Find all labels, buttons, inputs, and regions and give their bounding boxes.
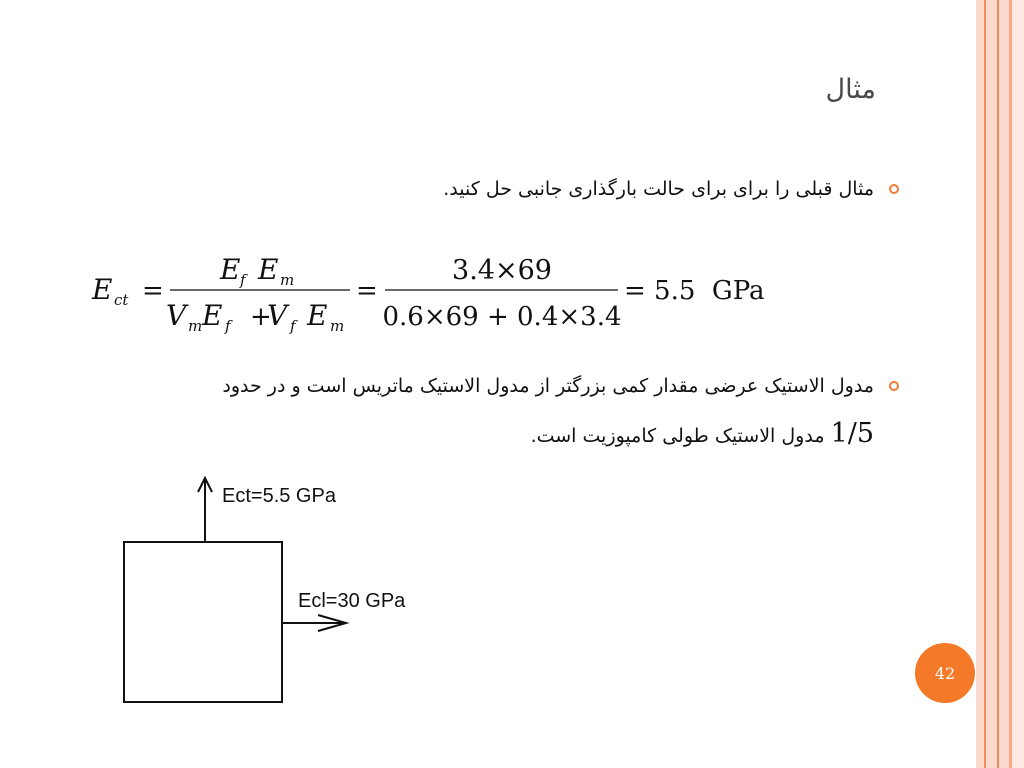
frac2-num: 3.4×69 [452,255,552,286]
slide-title: مثال [825,74,876,105]
bullet-text-1: مثال قبلی را برای برای حالت بارگذاری جانبی حل کنید. [443,178,874,200]
frac1-den-plus: + [250,302,272,332]
frac1-den-es1: f [225,317,231,335]
composite-square [124,542,282,702]
frac1-den-e2: E [307,299,328,332]
frac1-num-e2: E [258,253,279,286]
bullet-icon [889,184,899,194]
eq-result: = 5.5 GPa [624,276,765,306]
border-decoration [976,0,984,768]
ratio-value: 1/5 [830,418,874,449]
bullet-text-2-line1: مدول الاستیک عرضی مقدار کمی بزرگتر از مدول الاستیک ماتریس است و در حدود [222,375,874,397]
border-decoration [999,0,1009,768]
frac1-num-e1: E [220,253,241,286]
bullet-text-2-rest: مدول الاستیک طولی کامپوزیت است. [530,425,831,447]
border-decoration [986,0,997,768]
page-number-badge: 42 [915,643,975,703]
ecl-label: Ecl=30 GPa [298,590,406,612]
bullet-icon [889,381,899,391]
eq-equals-2: = [356,276,378,306]
frac1-den-es2: m [330,317,345,335]
equation [80,245,780,345]
frac1-den-e1: E [202,299,223,332]
eq-lhs: E [92,273,113,306]
frac1-den-vs2: f [290,317,296,335]
frac1-num-s2: m [280,271,295,289]
bullet-text-2-line2 [531,418,874,449]
frac2-den: 0.6×69 + 0.4×3.4 [382,302,622,332]
ect-label: Ect=5.5 GPa [222,485,336,507]
frac1-den-v1: V [166,299,187,332]
eq-equals-1: = [142,276,164,306]
eq-lhs-sub: ct [114,291,129,309]
frac1-num-s1: f [240,271,246,289]
stiffness-diagram [110,470,470,710]
frac1-den-v2: V [267,299,288,332]
frac1-den-vs1: m [188,317,203,335]
border-decoration [1012,0,1024,768]
